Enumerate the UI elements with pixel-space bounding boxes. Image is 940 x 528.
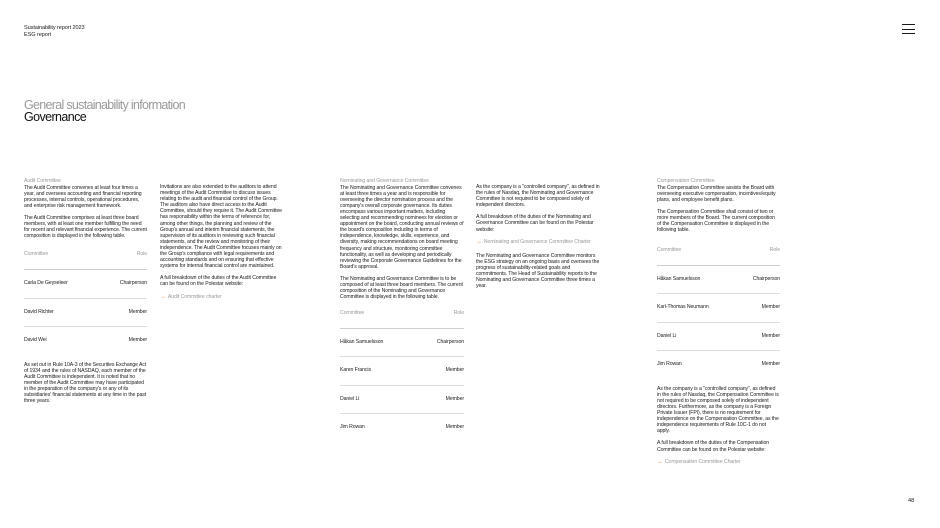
member-name: David Wei [24,336,47,343]
member-name: Karen Francis [340,367,371,374]
member-role: Member [761,360,780,367]
member-name: Håkan Samuelsson [657,276,701,283]
table-header [657,247,780,266]
report-title: Sustainability report 2023 [24,25,85,31]
compensation-committee-column [657,178,780,465]
audit-charter-link[interactable] [160,294,283,300]
table-row [24,270,147,298]
member-name: Jim Rowan [340,423,365,430]
member-name: Daniel Li [340,395,360,402]
audit-committee-table [24,251,147,353]
member-role: Member [128,336,147,343]
audit-charter-link-text[interactable]: Audit Committee charter [167,293,222,300]
member-role: Chairperson [119,280,147,287]
nominating-committee-table [340,310,464,440]
member-name: Daniel Li [657,332,677,339]
compensation-committee-label: Compensation Committee [657,178,715,184]
audit-paragraph-5: A full breakdown of the duties of the Audit Committee can be found on the Polestar website: [160,275,277,288]
page-title: Governance [24,110,87,124]
member-name: Håkan Samuelsson [340,339,384,346]
table-row [24,327,147,354]
member-role: Member [761,304,780,311]
compensation-paragraph-1: The Compensation Committee assists the Board with overseeing executive compensation, incentives/equity plans, and employee benefit plans. [657,184,776,203]
member-role: Member [445,367,464,374]
compensation-charter-link-text[interactable]: Compensation Committee Charter [664,458,741,465]
audit-committee-column [24,178,147,410]
arrow-right-icon: → [657,458,663,465]
page-number: 48 [908,498,915,504]
hamburger-menu-icon[interactable] [902,24,915,34]
table-row [24,299,147,327]
nominating-continued-column [476,184,600,295]
table-row [657,266,780,294]
compensation-paragraph-3: As the company is a "controlled company", as defined in the rules of Nasdaq, the Compensation Committee is not required to be composed solely of independent directors. Furthermore, as the company is a Foreign Private Issuer (FPI), there is no requirement for independence on the Compensation Committee, as the independence requirements of Rule 10C-1 do not apply. [657,385,779,435]
member-role: Chairperson [436,339,464,346]
table-header [340,310,464,329]
arrow-right-icon: → [160,293,166,300]
audit-committee-label: Audit Committee [24,178,61,184]
table-row [657,323,780,351]
member-role: Member [445,395,464,402]
compensation-charter-link[interactable] [657,459,780,465]
nominating-paragraph-3: As the company is a "controlled company", as defined in the rules of Nasdaq, the Nominating and Governance Committee is not required to be composed solely of independent directors. [476,184,600,209]
audit-paragraph-2: The Audit Committee comprises at least three board members, with at least one member fulfilling the need for recent and relevant financial experience. The current composition is displayed in the following table. [24,214,147,240]
column-header-committee: Committee [24,251,49,258]
member-name: David Richter [24,308,54,315]
nominating-paragraph-2: The Nominating and Governance Committee is to be composed of at least three board members. The current composition of the Nominating and Governance Committee is displayed in the following table. [340,275,463,301]
table-row [340,357,464,385]
nominating-paragraph-5: The Nominating and Governance Committee monitors the ESG strategy on an ongoing basis and oversees the progress of sustainability-related goals and commitments. The Head of Sustainability reports to the Nominating and Governance Committee three times a year. [476,252,600,290]
member-role: Member [445,423,464,430]
nominating-committee-label: Nominating and Governance Committee [340,178,429,184]
section-supertitle: General sustainability information [24,98,186,112]
table-row [657,351,780,378]
column-header-role: Role [136,251,147,258]
audit-paragraph-3: As set out in Rule 10A-3 of the Securities Exchange Act of 1934 and the rules of NASDAQ, each member of the Audit Committee is independent. It is noted that no member of the Audit Committee may have participated in the preparation of the company's or any of its subsidiaries' financial statements at any time in the past three years. [24,361,147,405]
nominating-paragraph-1: The Nominating and Governance Committee convenes at least three times a year and is responsible for overseeing the director nomination process and the company's overall corporate governance. Its duties encompass various important matters, including selecting and recommending nominees for election or appointment on the board, conducting annual reviews of the board's composition including in terms of independence, knowledge, skills, experience, and diversity, making recommendations on board meeting frequency and structure, monitoring committee functionality, as well as developing and periodically reviewing the Corporate Governance Guidelines for the Board's approval. [340,184,464,270]
compensation-paragraph-4: A full breakdown of the duties of the Compensation Committee can be found on the Polestar website: [657,440,770,453]
table-row [657,294,780,322]
member-role: Member [761,332,780,339]
table-header [24,251,147,270]
table-row [340,386,464,414]
member-role: Member [128,308,147,315]
compensation-paragraph-2: The Compensation Committee shall consist of two or more members of the Board. The current composition of the Compensation Committee is displayed in the following table. [657,208,775,234]
column-header-role: Role [769,247,780,254]
column-header-role: Role [453,310,464,317]
compensation-committee-table [657,247,780,377]
report-header [24,25,85,38]
nominating-paragraph-4: A full breakdown of the duties of the Nominating and Governance Committee can be found on the Polestar website: [476,214,594,233]
nominating-charter-link[interactable] [476,239,600,245]
member-name: Carla De Geyseleer [24,280,68,287]
member-name: Jim Rowan [657,360,682,367]
audit-continued-column [160,184,283,300]
member-name: Karl-Thomas Neumann [657,304,709,311]
column-header-committee: Committee [340,310,365,317]
table-row [340,329,464,357]
table-row [340,414,464,441]
audit-paragraph-1: The Audit Committee convenes at least four times a year, and oversees accounting and financial reporting processes, internal controls, operational procedures, and enterprise risk management framework. [24,184,142,209]
audit-paragraph-4: Invitations are also extended to the auditors to attend meetings of the Audit Committee to discuss issues relating to the audit and financial control of the Group. The auditors also have direct access to the Audit Committee, should they require it. The Audit Committee has responsibility within the terms of reference for, among other things, the planning and review of the Group's annual and interim financial statements, the supervision of its auditors in reviewing such financial statements, and the review and monitoring of their independence. The Audit Committee focuses mainly on the Group's compliance with legal requirements and accounting standards and on ensuring that effective systems for internal financial control are maintained. [160,184,282,270]
nominating-charter-link-text[interactable]: Nominating and Governance Committee Charter [483,238,591,245]
nominating-committee-column [340,178,464,441]
arrow-right-icon: → [476,238,482,245]
member-role: Chairperson [752,276,780,283]
report-subtitle: ESG report [24,31,51,38]
column-header-committee: Committee [657,247,682,254]
